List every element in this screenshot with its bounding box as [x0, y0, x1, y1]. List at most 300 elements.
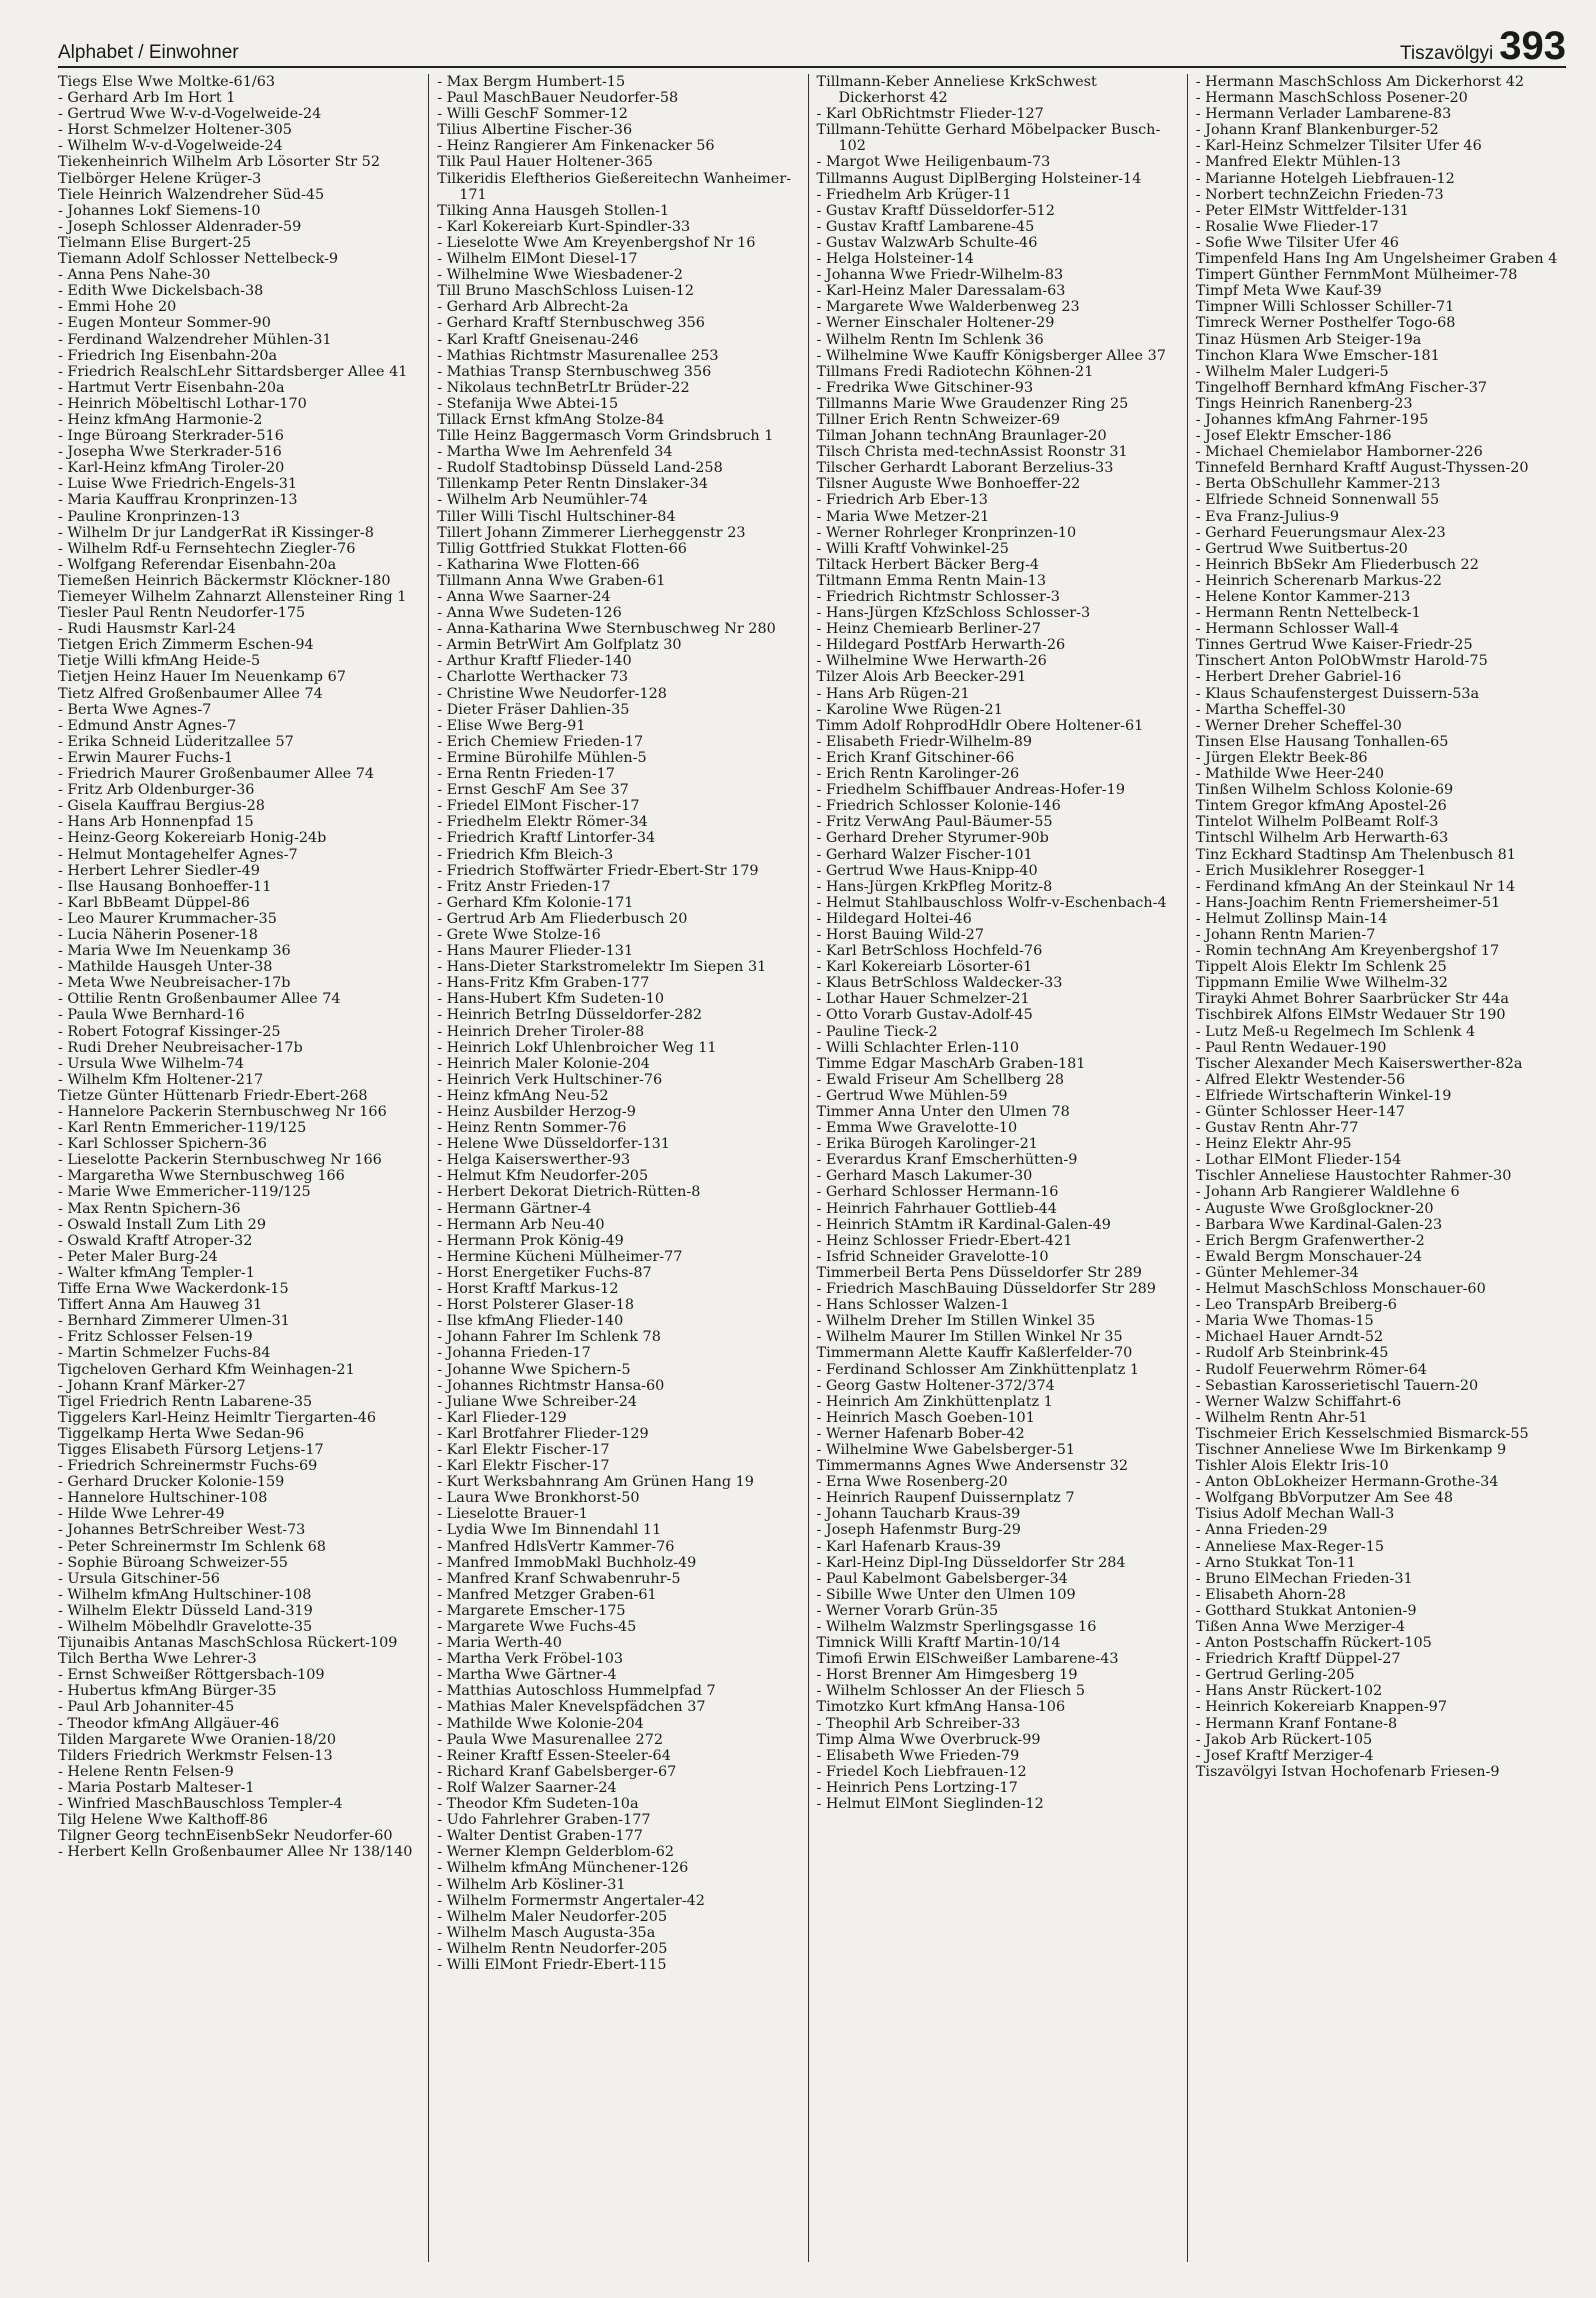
directory-entry: - Martha Scheffel-30 — [1195, 701, 1346, 718]
directory-entry: - Fritz Arb Oldenburger-36 — [58, 782, 255, 799]
directory-entry: - Karl Rentn Emmericher-119/125 — [58, 1120, 307, 1137]
directory-entry: - Helmut Montagehelfer Agnes-7 — [58, 846, 298, 863]
directory-entry: Tischner Anneliese Wwe Im Birkenkamp 9 — [1195, 1441, 1507, 1458]
directory-entry: Timnick Willi Kraftf Martin-10/14 — [816, 1635, 1061, 1652]
directory-entry: - Manfred Metzger Graben-61 — [437, 1586, 657, 1603]
directory-entry: - Manfred ImmobMakl Buchholz-49 — [437, 1554, 697, 1571]
column-2 — [428, 74, 807, 2262]
directory-entry: - Wilhelm Arb Neumühler-74 — [437, 492, 648, 509]
directory-entry: - Max Rentn Spichern-36 — [58, 1200, 241, 1217]
directory-entry: - Mathilde Wwe Kolonie-204 — [437, 1715, 644, 1732]
directory-entry: - Bernhard Zimmerer Ulmen-31 — [58, 1313, 290, 1330]
directory-entry: Tippmann Emilie Wwe Wilhelm-32 — [1195, 975, 1448, 992]
directory-entry: - Karl BetrSchloss Hochfeld-76 — [816, 943, 1043, 960]
directory-entry: - Anna Pens Nahe-30 — [58, 267, 211, 284]
directory-entry: Tinsen Else Hausang Tonhallen-65 — [1195, 733, 1449, 750]
directory-entry: - Heinrich BetrIng Düsseldorfer-282 — [437, 1007, 703, 1024]
directory-entry: Tiemann Adolf Schlosser Nettelbeck-9 — [58, 251, 339, 268]
directory-entry: - Gerhard Masch Lakumer-30 — [816, 1168, 1033, 1185]
directory-entry: - Hans Maurer Flieder-131 — [437, 943, 634, 960]
directory-entry: - Anna Frieden-29 — [1195, 1522, 1328, 1539]
directory-entry: - Rosalie Wwe Flieder-17 — [1195, 218, 1379, 235]
directory-entry: - Gerhard Schlosser Hermann-16 — [816, 1184, 1059, 1201]
directory-entry: - Hans-Jürgen KrkPfleg Moritz-8 — [816, 878, 1053, 895]
directory-entry: - Willi GeschF Sommer-12 — [437, 106, 628, 123]
directory-entry: - Sibille Wwe Unter den Ulmen 109 — [816, 1586, 1076, 1603]
directory-entry: Tinaz Hüsmen Arb Steiger-19a — [1195, 331, 1422, 348]
directory-entry: - Friedrich Kraftf Düppel-27 — [1195, 1651, 1401, 1668]
directory-entry: - Werner Vorarb Grün-35 — [816, 1602, 999, 1619]
directory-entry: - Paula Wwe Bernhard-16 — [58, 1007, 245, 1024]
directory-entry: - Walter Dentist Graben-177 — [437, 1828, 643, 1845]
directory-entry: - Ilse kfmAng Flieder-140 — [437, 1313, 624, 1330]
directory-entry: - Sophie Büroang Schweizer-55 — [58, 1554, 288, 1571]
directory-entry: - Wolfgang BbVorputzer Am See 48 — [1195, 1490, 1454, 1507]
directory-entry: - Maria Kauffrau Kronprinzen-13 — [58, 492, 298, 509]
directory-entry: Timmermann Alette Kauffr Kaßlerfelder-70 — [816, 1345, 1133, 1362]
directory-entry: Tiesler Paul Rentn Neudorfer-175 — [58, 605, 306, 622]
directory-entry: - Leo TranspArb Breiberg-6 — [1195, 1297, 1397, 1314]
directory-entry: - Margarete Wwe Walderbenweg 23 — [816, 299, 1080, 316]
running-head-name: Tiszavölgyi — [1399, 43, 1494, 64]
directory-entry: - Katharina Wwe Flotten-66 — [437, 556, 640, 573]
header-right — [1400, 26, 1566, 66]
directory-entry: Tiller Willi Tischl Hultschiner-84 — [437, 508, 676, 525]
directory-entry: - Lothar Hauer Schmelzer-21 — [816, 991, 1030, 1008]
directory-entry: - Lieselotte Packerin Sternbuschweg Nr 166 — [58, 1152, 382, 1169]
directory-entry: - Heinz Chemiearb Berliner-27 — [816, 621, 1041, 638]
directory-entry: - Horst Bauing Wild-27 — [816, 926, 984, 943]
directory-entry: - Ewald Friseur Am Schellberg 28 — [816, 1071, 1065, 1088]
directory-entry: - Helmut Kfm Neudorfer-205 — [437, 1168, 649, 1185]
directory-entry: - Rudi Dreher Neubreisacher-17b — [58, 1039, 303, 1056]
directory-entry: - Heinrich Dreher Tiroler-88 — [437, 1023, 645, 1040]
directory-entry: Tinnes Gertrud Wwe Kaiser-Friedr-25 — [1195, 637, 1473, 654]
directory-entry: - Hans-Joachim Rentn Friemersheimer-51 — [1195, 894, 1501, 911]
directory-entry: - Heinz kfmAng Harmonie-2 — [58, 411, 263, 428]
directory-entry: - Gertrud Gerling-205 — [1195, 1667, 1355, 1684]
directory-entry: - Joseph Schlosser Aldenrader-59 — [58, 218, 302, 235]
directory-entry: - Werner Einschaler Holtener-29 — [816, 315, 1055, 332]
directory-entry: - Günter Mehlemer-34 — [1195, 1264, 1359, 1281]
page-header — [58, 22, 1566, 68]
directory-entry: - Wilhelm Maler Ludgeri-5 — [1195, 363, 1389, 380]
directory-entry: - Berta ObSchullehr Kammer-213 — [1195, 476, 1441, 493]
directory-entry: - Heinrich Am Zinkhüttenplatz 1 — [816, 1393, 1053, 1410]
directory-entry: - Helene Wwe Düsseldorfer-131 — [437, 1136, 670, 1153]
directory-entry: - Rolf Walzer Saarner-24 — [437, 1779, 617, 1796]
directory-entry: - Theodor Kfm Sudeten-10a — [437, 1796, 639, 1813]
directory-entry: - Karl ObRichtmstr Flieder-127 — [816, 106, 1044, 123]
directory-entry: - Wilhelm Dreher Im Stillen Winkel 35 — [816, 1313, 1096, 1330]
directory-entry: Tintelot Wilhelm PolBeamt Rolf-3 — [1195, 814, 1439, 831]
directory-entry: - Alfred Elektr Westender-56 — [1195, 1071, 1406, 1088]
directory-entry: - Isfrid Schneider Gravelotte-10 — [816, 1248, 1049, 1265]
directory-entry: Tirayki Ahmet Bohrer Saarbrücker Str 44a — [1195, 991, 1509, 1008]
directory-entry: - Horst Kraftf Markus-12 — [437, 1281, 619, 1298]
directory-entry: - Dieter Fräser Dahlien-35 — [437, 701, 630, 718]
directory-entry: - Hartmut Vertr Eisenbahn-20a — [58, 379, 285, 396]
directory-entry: - Pauline Tieck-2 — [816, 1023, 938, 1040]
directory-entry: - Sofie Wwe Tilsiter Ufer 46 — [1195, 234, 1399, 251]
directory-entry: Tilscher Gerhardt Laborant Berzelius-33 — [816, 460, 1114, 477]
directory-entry: - Heinrich Lokf Uhlenbroicher Weg 11 — [437, 1039, 717, 1056]
directory-entry: Tiemeßen Heinrich Bäckermstr Klöckner-180 — [58, 572, 391, 589]
directory-entry: - Werner Klempn Gelderblom-62 — [437, 1844, 675, 1861]
directory-entry: - Laura Wwe Bronkhorst-50 — [437, 1490, 640, 1507]
directory-entry: - Erika Schneid Lüderitzallee 57 — [58, 733, 294, 750]
directory-entry: - Horst Brenner Am Himgesberg 19 — [816, 1667, 1078, 1684]
directory-entry: - Fritz Anstr Frieden-17 — [437, 878, 611, 895]
directory-entry: - Maria Postarb Malteser-1 — [58, 1779, 255, 1796]
directory-entry: - Arthur Kraftf Flieder-140 — [437, 653, 632, 670]
directory-entry: - Helga Holsteiner-14 — [816, 251, 974, 268]
directory-entry: - Erna Wwe Rosenberg-20 — [816, 1474, 1008, 1491]
directory-entry: Timpert Günther FernmMont Mülheimer-78 — [1195, 267, 1518, 284]
directory-entry: - Fritz Schlosser Felsen-19 — [58, 1329, 253, 1346]
directory-entry: - Hans Schlosser Walzen-1 — [816, 1297, 1010, 1314]
directory-entry: - Heinrich Fahrhauer Gottlieb-44 — [816, 1200, 1057, 1217]
directory-entry: - Otto Vorarb Gustav-Adolf-45 — [816, 1007, 1033, 1024]
directory-entry: - Martin Schmelzer Fuchs-84 — [58, 1345, 271, 1362]
directory-entry: - Hermann Arb Neu-40 — [437, 1216, 605, 1233]
directory-entry: Timofi Erwin ElSchweißer Lambarene-43 — [816, 1651, 1119, 1668]
directory-entry: - Helene Kontor Kammer-213 — [1195, 589, 1411, 605]
directory-entry: - Hans Anstr Rückert-102 — [1195, 1683, 1383, 1700]
directory-entry: Tischmeier Erich Kesselschmied Bismarck-55 — [1195, 1425, 1529, 1442]
directory-entry: Tigges Elisabeth Fürsorg Letjens-17 — [58, 1441, 324, 1458]
directory-entry: Tiggelkamp Herta Wwe Sedan-96 — [58, 1425, 305, 1442]
directory-entry: - Max Bergm Humbert-15 — [437, 74, 626, 90]
directory-entry: - Helmut Zollinsp Main-14 — [1195, 910, 1388, 927]
directory-entry: - Willi Kraftf Vohwinkel-25 — [816, 540, 1009, 557]
directory-entry: - Auguste Wwe Großglockner-20 — [1195, 1200, 1434, 1217]
directory-entry: - Gustav WalzwArb Schulte-46 — [816, 234, 1038, 251]
directory-entry: - Friedrich RealschLehr Sittardsberger Allee 41 — [58, 363, 408, 380]
directory-entry: - Wilhelm ElMont Diesel-17 — [437, 251, 638, 268]
directory-entry: - Paula Wwe Masurenallee 272 — [437, 1731, 664, 1748]
directory-entry: Tilkeridis Eleftherios Gießereitechn Wanheimer-171 — [437, 170, 792, 203]
directory-entry: Tilden Margarete Wwe Oranien-18/20 — [58, 1731, 337, 1748]
directory-entry: - Christine Wwe Neudorfer-128 — [437, 685, 667, 702]
directory-entry: Tiltack Herbert Bäcker Berg-4 — [816, 556, 1040, 573]
directory-entry: - Friedrich Ing Eisenbahn-20a — [58, 347, 278, 364]
directory-entry: - Theophil Arb Schreiber-33 — [816, 1715, 1021, 1732]
directory-entry: - Inge Büroang Sterkrader-516 — [58, 428, 284, 445]
column-4 — [1187, 74, 1566, 2262]
directory-entry: - Hannelore Hultschiner-108 — [58, 1490, 268, 1507]
directory-entry: - Gerhard Dreher Styrumer-90b — [816, 830, 1049, 847]
directory-entry: - Horst Polsterer Glaser-18 — [437, 1297, 635, 1314]
directory-entry: - Friedel ElMont Fischer-17 — [437, 798, 640, 815]
directory-entry: - Herbert Dekorat Dietrich-Rütten-8 — [437, 1184, 701, 1201]
directory-entry: - Lutz Meß-u Regelmech Im Schlenk 4 — [1195, 1023, 1476, 1040]
directory-entry: Tielbörger Helene Krüger-3 — [58, 170, 262, 187]
directory-entry: - Ewald Bergm Monschauer-24 — [1195, 1248, 1423, 1265]
directory-entry: - Johanne Wwe Spichern-5 — [437, 1361, 631, 1378]
directory-entry: - Erich Rentn Karolinger-26 — [816, 766, 1020, 783]
directory-entry: - Margaretha Wwe Sternbuschweg 166 — [58, 1168, 345, 1185]
directory-entry: - Mathilde Hausgeh Unter-38 — [58, 959, 273, 976]
directory-entry: Tiggelers Karl-Heinz Heimltr Tiergarten-46 — [58, 1409, 377, 1426]
directory-entry: - Berta Wwe Agnes-7 — [58, 701, 212, 718]
directory-entry: - Erwin Maurer Fuchs-1 — [58, 749, 233, 766]
directory-entry: - Emma Wwe Gravelotte-10 — [816, 1120, 1018, 1137]
directory-entry: - Hilde Wwe Lehrer-49 — [58, 1506, 225, 1523]
directory-entry: - Helmut Stahlbauschloss Wolfr-v-Eschenbach-4 — [816, 894, 1167, 911]
directory-entry: - Hans-Dieter Starkstromelektr Im Siepen 31 — [437, 959, 767, 976]
directory-entry: - Johannes BetrSchreiber West-73 — [58, 1522, 306, 1539]
directory-entry: Tillenkamp Peter Rentn Dinslaker-34 — [437, 476, 708, 493]
directory-entry: Tietje Willi kfmAng Heide-5 — [58, 653, 261, 670]
directory-entry: - Manfred Kranf Schwabenruhr-5 — [437, 1570, 681, 1587]
directory-entry: Tings Heinrich Ranenberg-23 — [1195, 395, 1413, 412]
directory-entry: Tiffert Anna Am Hauweg 31 — [58, 1297, 263, 1314]
directory-entry: Tilk Paul Hauer Holtener-365 — [437, 154, 653, 171]
directory-entry: - Ottilie Rentn Großenbaumer Allee 74 — [58, 991, 341, 1008]
directory-entry: - Heinrich Raupenf Duissernplatz 7 — [816, 1490, 1075, 1507]
directory-entry: - Hans Arb Rügen-21 — [816, 685, 970, 702]
directory-entry: - Hans Arb Honnenpfad 15 — [58, 814, 254, 831]
directory-entry: - Elisabeth Friedr-Wilhelm-89 — [816, 733, 1033, 750]
directory-entry: - Paul Kabelmont Gabelsberger-34 — [816, 1570, 1068, 1587]
directory-entry: Tilman Johann technAng Braunlager-20 — [816, 428, 1107, 445]
directory-entry: - Karl Brotfahrer Flieder-129 — [437, 1425, 649, 1442]
directory-entry: - Gerhard Kraftf Sternbuschweg 356 — [437, 315, 705, 332]
directory-entry: - Gustav Kraftf Düsseldorfer-512 — [816, 202, 1055, 219]
directory-entry: - Reiner Kraftf Essen-Steeler-64 — [437, 1747, 671, 1764]
directory-entry: - Josef Elektr Emscher-186 — [1195, 428, 1392, 445]
directory-entry: - Wilhelm Möbelhdlr Gravelotte-35 — [58, 1619, 313, 1635]
directory-entry: Tinz Eckhard Stadtinsp Am Thelenbusch 81 — [1195, 846, 1516, 863]
directory-entry: - Hildegard PostfArb Herwarth-26 — [816, 637, 1066, 654]
directory-entry: - Theodor kfmAng Allgäuer-46 — [58, 1715, 280, 1732]
directory-entry: - Anton ObLokheizer Hermann-Grothe-34 — [1195, 1474, 1499, 1491]
directory-entry: - Heinz-Georg Kokereiarb Honig-24b — [58, 830, 327, 847]
directory-entry: - Martha Wwe Gärtner-4 — [437, 1667, 617, 1684]
directory-entry: Tilking Anna Hausgeh Stollen-1 — [437, 202, 670, 219]
directory-entry: - Wilhelm Rdf-u Fernsehtechn Ziegler-76 — [58, 540, 356, 557]
directory-entry: - Hermann Kranf Fontane-8 — [1195, 1715, 1398, 1732]
column-3 — [808, 74, 1187, 2262]
directory-entry: - Fredrika Wwe Gitschiner-93 — [816, 379, 1034, 396]
directory-entry: - Hans-Fritz Kfm Graben-177 — [437, 975, 650, 992]
directory-entry: - Oswald Kraftf Atroper-32 — [58, 1232, 253, 1249]
directory-entry: - Charlotte Werthacker 73 — [437, 669, 629, 686]
page-number: 393 — [1499, 24, 1566, 68]
directory-entry: - Karl Hafenarb Kraus-39 — [816, 1538, 1001, 1555]
directory-entry: - Maria Wwe Metzer-21 — [816, 508, 990, 525]
directory-entry: - Manfred Elektr Mühlen-13 — [1195, 154, 1401, 171]
directory-entry: - Heinrich Pens Lortzing-17 — [816, 1779, 1018, 1796]
directory-entry: - Hans-Jürgen KfzSchloss Schlosser-3 — [816, 605, 1091, 622]
directory-entry: - Friedrich Kraftf Lintorfer-34 — [437, 830, 656, 847]
directory-entry: Tischer Alexander Mech Kaiserswerther-82a — [1195, 1055, 1523, 1072]
directory-entry: - Elfriede Wirtschafterin Winkel-19 — [1195, 1087, 1452, 1104]
directory-entry: - Lydia Wwe Im Binnendahl 11 — [437, 1522, 662, 1539]
directory-entry: Tillner Erich Rentn Schweizer-69 — [816, 411, 1061, 428]
directory-entry: Tillmans Fredi Radiotechn Köhnen-21 — [816, 363, 1094, 380]
directory-entry: - Johanna Wwe Friedr-Wilhelm-83 — [816, 267, 1064, 284]
directory-entry: - Mathias Transp Sternbuschweg 356 — [437, 363, 712, 380]
directory-entry: Timotzko Kurt kfmAng Hansa-106 — [816, 1699, 1066, 1716]
directory-entry: - Hildegard Holtei-46 — [816, 910, 972, 927]
directory-entry: - Mathias Richtmstr Masurenallee 253 — [437, 347, 719, 364]
directory-entry: - Georg Gastw Holtener-372/374 — [816, 1377, 1055, 1394]
directory-entry: Tintem Gregor kfmAng Apostel-26 — [1195, 798, 1447, 815]
directory-entry: - Helmut MaschSchloss Monschauer-60 — [1195, 1281, 1486, 1298]
directory-entry: - Rudi Hausmstr Karl-24 — [58, 621, 236, 638]
directory-entry: - Gertrud Arb Am Fliederbusch 20 — [437, 910, 688, 927]
directory-entry: - Heinz Elektr Ahr-95 — [1195, 1136, 1352, 1153]
directory-entry: Tietz Alfred Großenbaumer Allee 74 — [58, 685, 323, 702]
directory-entry: - Karl-Heinz Maler Daressalam-63 — [816, 283, 1066, 300]
directory-entry: - Gerhard Drucker Kolonie-159 — [58, 1474, 285, 1491]
directory-entry: - Bruno ElMechan Frieden-31 — [1195, 1570, 1413, 1587]
directory-entry: - Johannes Richtmstr Hansa-60 — [437, 1377, 665, 1394]
directory-entry: Tilsner Auguste Wwe Bonhoeffer-22 — [816, 476, 1081, 493]
directory-entry: - Gertrud Wwe Suitbertus-20 — [1195, 540, 1408, 557]
directory-entry: Tigcheloven Gerhard Kfm Weinhagen-21 — [58, 1361, 355, 1378]
directory-entry: - Herbert Lehrer Siedler-49 — [58, 862, 260, 879]
directory-entry: Tilsch Christa med-technAssist Roonstr 31 — [816, 444, 1128, 461]
directory-entry: Tinnefeld Bernhard Kraftf August-Thyssen-20 — [1195, 460, 1529, 477]
directory-entry: - Willi Schlachter Erlen-110 — [816, 1039, 1020, 1056]
directory-entry: - Eva Franz-Julius-9 — [1195, 508, 1340, 525]
directory-entry: - Friedrich Kfm Bleich-3 — [437, 846, 614, 863]
directory-entry: - Meta Wwe Neubreisacher-17b — [58, 975, 291, 992]
directory-entry: - Lothar ElMont Flieder-154 — [1195, 1152, 1402, 1169]
directory-entry: - Erna Rentn Frieden-17 — [437, 766, 615, 783]
directory-entry: - Wilhelm Rentn Neudorfer-205 — [437, 1940, 668, 1957]
directory-entry: - Ilse Hausang Bonhoeffer-11 — [58, 878, 272, 895]
directory-entry: Tillmanns Marie Wwe Graudenzer Ring 25 — [816, 395, 1129, 412]
directory-entry: - Heinz Ausbilder Herzog-9 — [437, 1104, 636, 1120]
directory-entry: - Wilhelm Formermstr Angertaler-42 — [437, 1892, 705, 1909]
directory-entry: - Herbert Kelln Großenbaumer Allee Nr 138/140 — [58, 1844, 413, 1861]
directory-entry: Tisius Adolf Mechan Wall-3 — [1195, 1506, 1395, 1523]
directory-entry: - Rudolf Arb Steinbrink-45 — [1195, 1345, 1389, 1362]
directory-entry: - Hermann Rentn Nettelbeck-1 — [1195, 605, 1421, 622]
directory-entry: - Heinz Schlosser Friedr-Ebert-421 — [816, 1232, 1073, 1249]
directory-entry: - Günter Schlosser Heer-147 — [1195, 1104, 1405, 1120]
directory-entry: - Herbert Dreher Gabriel-16 — [1195, 669, 1402, 686]
directory-entry: Tillmann-Keber Anneliese KrkSchwest Dickerhorst 42 — [816, 74, 1097, 107]
directory-entry: - Karoline Wwe Rügen-21 — [816, 701, 1003, 718]
directory-entry: - Johann Taucharb Kraus-39 — [816, 1506, 1021, 1523]
directory-entry: - Karl-Heinz Schmelzer Tilsiter Ufer 46 — [1195, 138, 1482, 155]
directory-entry: - Wilhelm W-v-d-Vogelweide-24 — [58, 138, 283, 155]
directory-entry: - Martha Verk Fröbel-103 — [437, 1651, 624, 1668]
directory-entry: Tinchon Klara Wwe Emscher-181 — [1195, 347, 1440, 364]
directory-entry: - Gotthard Stukkat Antonien-9 — [1195, 1602, 1417, 1619]
directory-entry: - Gerhard Arb Albrecht-2a — [437, 299, 629, 316]
directory-entry: - Ermine Bürohilfe Mühlen-5 — [437, 749, 647, 766]
directory-entry: Tilders Friedrich Werkmstr Felsen-13 — [58, 1747, 333, 1764]
directory-entry: - Friedrich Richtmstr Schlosser-3 — [816, 589, 1060, 605]
directory-entry: - Richard Kranf Gabelsberger-67 — [437, 1763, 677, 1780]
directory-entry: - Gerhard Walzer Fischer-101 — [816, 846, 1033, 863]
directory-entry: - Johannes kfmAng Fahrner-195 — [1195, 411, 1429, 428]
directory-entry: - Lucia Näherin Posener-18 — [58, 926, 258, 943]
directory-entry: - Johann Kranf Märker-27 — [58, 1377, 246, 1394]
directory-entry: Tiffe Erna Wwe Wackerdonk-15 — [58, 1281, 289, 1298]
directory-entry: Tietze Günter Hüttenarb Friedr-Ebert-268 — [58, 1087, 368, 1104]
directory-entry: - Wilhelmine Wwe Kauffr Königsberger Allee 37 — [816, 347, 1166, 364]
directory-entry: - Helmut ElMont Sieglinden-12 — [816, 1796, 1044, 1813]
directory-entry: Timmerbeil Berta Pens Düsseldorfer Str 289 — [816, 1264, 1142, 1281]
directory-entry: Tiltmann Emma Rentn Main-13 — [816, 572, 1046, 589]
directory-entry: - Friedhelm Arb Krüger-11 — [816, 186, 1012, 203]
directory-entry: - Werner Rohrleger Kronprinzen-10 — [816, 524, 1077, 541]
directory-entry: - Johann Kranf Blankenburger-52 — [1195, 122, 1439, 139]
directory-entry: - Eugen Monteur Sommer-90 — [58, 315, 271, 332]
directory-entry: - Paul Arb Johanniter-45 — [58, 1699, 235, 1716]
directory-entry: Tingelhoff Bernhard kfmAng Fischer-37 — [1195, 379, 1488, 396]
directory-entry: - Norbert technZeichn Frieden-73 — [1195, 186, 1444, 203]
directory-entry: Timpner Willi Schlosser Schiller-71 — [1195, 299, 1455, 316]
directory-entry: - Wilhelm kfmAng Hultschiner-108 — [58, 1586, 312, 1603]
directory-entry: Tischbirek Alfons ElMstr Wedauer Str 190 — [1195, 1007, 1506, 1024]
directory-entry: - Josef Kraftf Merziger-4 — [1195, 1747, 1374, 1764]
directory-entry: - Edith Wwe Dickelsbach-38 — [58, 283, 264, 300]
directory-entry: - Wilhelm Rentn Ahr-51 — [1195, 1409, 1368, 1426]
directory-entry: - Wilhelmine Wwe Herwarth-26 — [816, 653, 1047, 670]
directory-entry: - Wolfgang Referendar Eisenbahn-20a — [58, 556, 337, 573]
directory-entry: - Michael Chemielabor Hamborner-226 — [1195, 444, 1483, 461]
directory-entry: - Stefanija Wwe Abtei-15 — [437, 395, 619, 412]
directory-entry: - Heinrich StAmtm iR Kardinal-Galen-49 — [816, 1216, 1111, 1233]
directory-entry: - Ursula Gitschiner-56 — [58, 1570, 220, 1587]
directory-entry: - Wilhelm Schlosser An der Fliesch 5 — [816, 1683, 1086, 1700]
directory-entry: Timmermanns Agnes Wwe Andersenstr 32 — [816, 1458, 1129, 1475]
directory-entry: - Armin BetrWirt Am Golfplatz 30 — [437, 637, 682, 654]
directory-entry: Timm Adolf RohprodHdlr Obere Holtener-61 — [816, 717, 1144, 734]
directory-entry: - Ferdinand Walzendreher Mühlen-31 — [58, 331, 332, 348]
directory-entry: - Edmund Anstr Agnes-7 — [58, 717, 237, 734]
directory-entry: - Wilhelm Dr jur LandgerRat iR Kissinger-8 — [58, 524, 374, 541]
directory-entry: - Johann Rentn Marien-7 — [1195, 926, 1376, 943]
directory-entry: - Gerhard Kfm Kolonie-171 — [437, 894, 634, 911]
directory-entry: - Anneliese Max-Reger-15 — [1195, 1538, 1385, 1555]
directory-entry: - Wilhelm Rentn Im Schlenk 36 — [816, 331, 1044, 348]
directory-entry: Tijunaibis Antanas MaschSchlosa Rückert-109 — [58, 1635, 398, 1652]
directory-entry: - Friedhelm Schiffbauer Andreas-Hofer-19 — [816, 782, 1125, 799]
directory-entry: - Marie Wwe Emmericher-119/125 — [58, 1184, 311, 1201]
directory-entry: - Friedhelm Elektr Römer-34 — [437, 814, 648, 831]
directory-entry: Tillmann-Tehütte Gerhard Möbelpacker Busch-102 — [816, 122, 1161, 155]
directory-entry: Tiemeyer Wilhelm Zahnarzt Allensteiner Ring 1 — [58, 589, 407, 605]
directory-entry: - Werner Dreher Scheffel-30 — [1195, 717, 1402, 734]
directory-entry: - Heinrich Maler Kolonie-204 — [437, 1055, 650, 1072]
directory-entry: - Heinz Rangierer Am Finkenacker 56 — [437, 138, 715, 155]
directory-entry: - Gerhard Feuerungsmaur Alex-23 — [1195, 524, 1446, 541]
directory-entry: - Joseph Hafenmstr Burg-29 — [816, 1522, 1021, 1539]
directory-entry: - Wilhelm Walzmstr Sperlingsgasse 16 — [816, 1619, 1097, 1635]
directory-entry: - Hannelore Packerin Sternbuschweg Nr 166 — [58, 1104, 387, 1120]
directory-entry: - Johann Fahrer Im Schlenk 78 — [437, 1329, 661, 1346]
directory-entry: - Josepha Wwe Sterkrader-516 — [58, 444, 282, 461]
directory-entry: Tilzer Alois Arb Beecker-291 — [816, 669, 1027, 686]
directory-entry: - Marianne Hotelgeh Liebfrauen-12 — [1195, 170, 1455, 187]
directory-entry: Timpf Meta Wwe Kauf-39 — [1195, 283, 1382, 300]
directory-entry: - Heinrich BbSekr Am Fliederbusch 22 — [1195, 556, 1479, 573]
directory-entry: Tillig Gottfried Stukkat Flotten-66 — [437, 540, 687, 557]
directory-entry: - Heinz Rentn Sommer-76 — [437, 1120, 627, 1137]
directory-entry: Timreck Werner Posthelfer Togo-68 — [1195, 315, 1456, 332]
directory-entry: - Karl Kokereiarb Lösorter-61 — [816, 959, 1033, 976]
directory-entry: - Margarete Emscher-175 — [437, 1602, 626, 1619]
